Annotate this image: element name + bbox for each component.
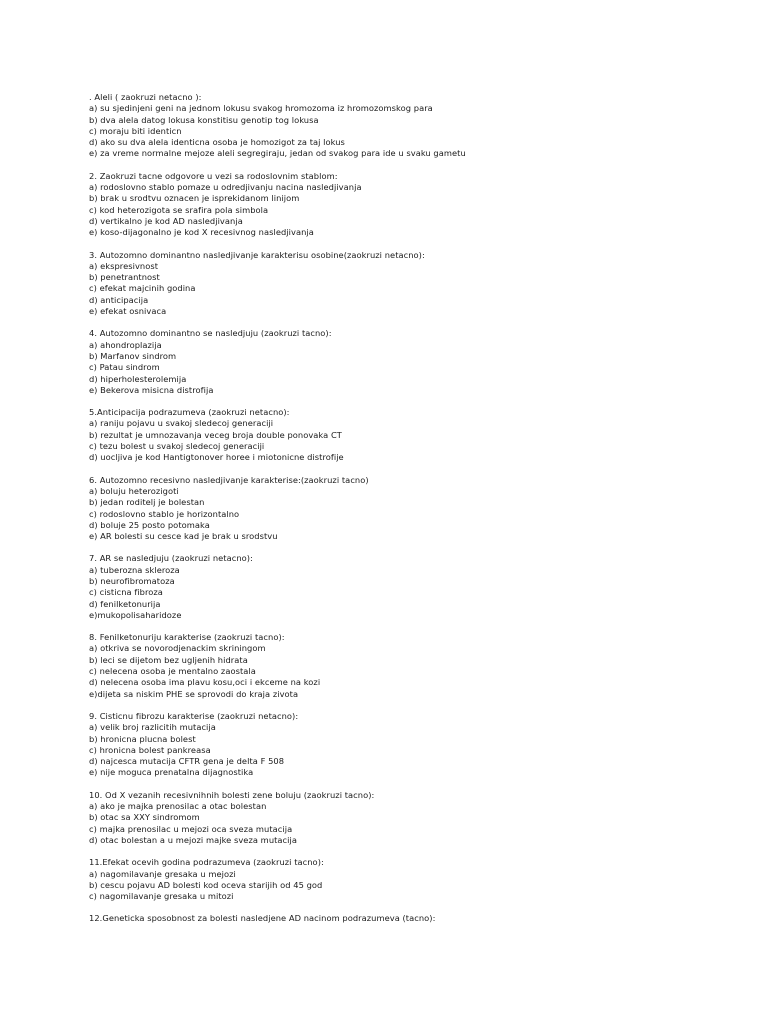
- answer-option: d) hiperholesterolemija: [89, 373, 187, 384]
- answer-option: c) rodoslovno stablo je horizontalno: [89, 508, 240, 519]
- answer-option: b) penetrantnost: [89, 272, 160, 283]
- question-4: [89, 328, 759, 396]
- question-stem: 4. Autozomno dominantno se nasledjuju (zaokruzi tacno):: [89, 328, 332, 339]
- question-stem: 2. Zaokruzi tacne odgovore u vezi sa rodoslovnim stablom:: [89, 170, 338, 181]
- question-stem: 7. AR se nasledjuju (zaokruzi netacno):: [89, 553, 253, 564]
- answer-option: c) hronicna bolest pankreasa: [89, 744, 211, 755]
- answer-option: d) nelecena osoba ima plavu kosu,oci i ekceme na kozi: [89, 677, 321, 688]
- answer-option: e) efekat osnivaca: [89, 306, 167, 317]
- answer-option: a) boluju heterozigoti: [89, 485, 179, 496]
- question-11: [89, 857, 759, 902]
- answer-option: d) otac bolestan a u mejozi majke sveza mutacija: [89, 834, 298, 845]
- answer-option: e) koso-dijagonalno je kod X recesivnog nasledjivanja: [89, 227, 314, 238]
- answer-option: e) AR bolesti su cesce kad je brak u srodstvu: [89, 531, 278, 542]
- answer-option: a) su sjedinjeni geni na jednom lokusu svakog hromozoma iz hromozomskog para: [89, 103, 433, 114]
- question-stem: 9. Cisticnu fibrozu karakterise (zaokruzi netacno):: [89, 710, 299, 721]
- question-stem: . Aleli ( zaokruzi netacno ):: [89, 92, 202, 102]
- question-10: [89, 790, 759, 846]
- question-12: [89, 913, 759, 924]
- question-stem: 12.Geneticka sposobnost za bolesti nasledjene AD nacinom podrazumeva (tacno):: [89, 913, 436, 924]
- answer-option: e)mukopolisaharidoze: [89, 609, 182, 620]
- question-stem: 3. Autozomno dominantno nasledjivanje karakterisu osobine(zaokruzi netacno):: [89, 249, 425, 260]
- answer-option: b) brak u srodtvu oznacen je isprekidanom linijom: [89, 193, 300, 204]
- answer-option: b) leci se dijetom bez ugljenih hidrata: [89, 654, 248, 665]
- question-list: [89, 92, 759, 936]
- answer-option: b) Marfanov sindrom: [89, 350, 177, 361]
- answer-option: b) cescu pojavu AD bolesti kod oceva starijih od 45 god: [89, 879, 323, 890]
- question-stem: 6. Autozomno recesivno nasledjivanje karakterise:(zaokruzi tacno): [89, 474, 369, 485]
- question-stem: 5.Anticipacija podrazumeva (zaokruzi netacno):: [89, 407, 290, 418]
- answer-option: a) otkriva se novorodjenackim skriningom: [89, 643, 266, 654]
- answer-option: c) efekat majcinih godina: [89, 283, 196, 294]
- answer-option: a) ekspresivnost: [89, 260, 159, 271]
- answer-option: c) tezu bolest u svakoj sledecoj generaciji: [89, 441, 265, 452]
- question-1: [89, 92, 759, 160]
- answer-option: a) nagomilavanje gresaka u mejozi: [89, 868, 236, 879]
- answer-option: c) cisticna fibroza: [89, 587, 163, 598]
- answer-option: e) nije moguca prenatalna dijagnostika: [89, 767, 254, 778]
- answer-option: c) nagomilavanje gresaka u mitozi: [89, 891, 234, 902]
- answer-option: a) ako je majka prenosilac a otac bolestan: [89, 801, 267, 812]
- question-3: [89, 250, 759, 318]
- answer-option: b) neurofibromatoza: [89, 575, 175, 586]
- question-9: [89, 711, 759, 779]
- answer-option: e)dijeta sa niskim PHE se sprovodi do kraja zivota: [89, 688, 299, 699]
- answer-option: d) vertikalno je kod AD nasledjivanja: [89, 215, 243, 226]
- question-6: [89, 475, 759, 543]
- question-8: [89, 632, 759, 700]
- answer-option: b) hronicna plucna bolest: [89, 733, 196, 744]
- answer-option: b) dva alela datog lokusa konstitisu genotip tog lokusa: [89, 114, 319, 125]
- answer-option: d) uocljiva je kod Hantigtonover horee i miotonicne distrofije: [89, 452, 344, 463]
- answer-option: e) Bekerova misicna distrofija: [89, 384, 214, 395]
- answer-option: c) Patau sindrom: [89, 362, 160, 373]
- answer-option: c) majka prenosilac u mejozi oca sveza mutacija: [89, 823, 293, 834]
- answer-option: b) jedan roditelj je bolestan: [89, 497, 205, 508]
- question-stem: 10. Od X vezanih recesivnihnih bolesti zene boluju (zaokruzi tacno):: [89, 789, 375, 800]
- answer-option: d) anticipacija: [89, 294, 149, 305]
- answer-option: a) raniju pojavu u svakoj sledecoj generaciji: [89, 418, 274, 429]
- answer-option: a) ahondroplazija: [89, 339, 162, 350]
- answer-option: d) najcesca mutacija CFTR gena je delta F 508: [89, 756, 285, 767]
- answer-option: c) kod heterozigota se srafira pola simbola: [89, 204, 269, 215]
- answer-option: d) boluje 25 posto potomaka: [89, 519, 210, 530]
- answer-option: c) nelecena osoba je mentalno zaostala: [89, 666, 256, 677]
- answer-option: a) rodoslovno stablo pomaze u odredjivanju nacina nasledjivanja: [89, 182, 362, 193]
- question-2: [89, 171, 759, 239]
- question-stem: 11.Efekat ocevih godina podrazumeva (zaokruzi tacno):: [89, 857, 324, 868]
- answer-option: a) velik broj razlicitih mutacija: [89, 722, 216, 733]
- question-7: [89, 553, 759, 621]
- answer-option: e) za vreme normalne mejoze aleli segregiraju, jedan od svakog para ide u svaku gametu: [89, 148, 466, 159]
- answer-option: b) rezultat je umnozavanja veceg broja double ponovaka CT: [89, 429, 342, 440]
- answer-option: d) ako su dva alela identicna osoba je homozigot za taj lokus: [89, 137, 345, 148]
- answer-option: a) tuberozna skleroza: [89, 564, 180, 575]
- answer-option: d) fenilketonurija: [89, 598, 161, 609]
- answer-option: c) moraju biti identicn: [89, 125, 182, 136]
- question-5: [89, 407, 759, 463]
- answer-option: b) otac sa XXY sindromom: [89, 812, 200, 823]
- question-stem: 8. Fenilketonuriju karakterise (zaokruzi tacno):: [89, 632, 285, 643]
